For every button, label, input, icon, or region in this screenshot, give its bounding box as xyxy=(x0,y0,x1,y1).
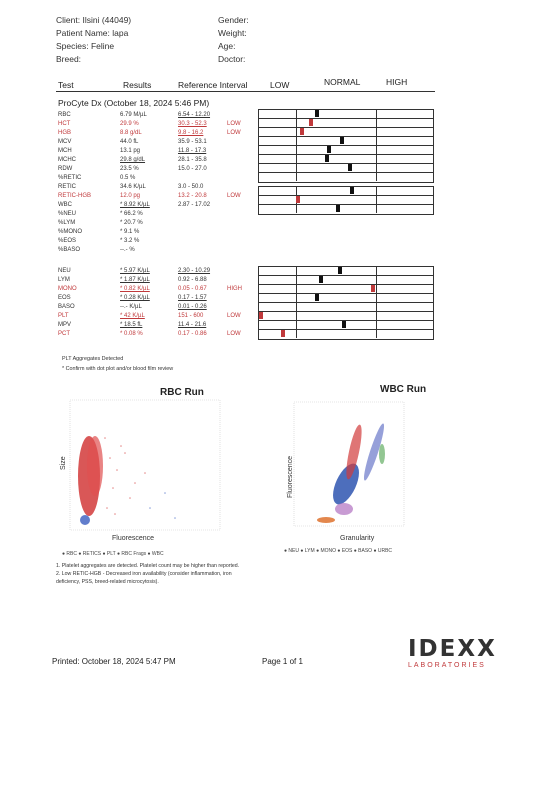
row-result: * 42 K/µL xyxy=(120,313,145,319)
row-test: BASO xyxy=(58,304,75,310)
row-ref: 0.17 - 0.86 xyxy=(178,331,207,337)
idexx-logo: IDEXX xyxy=(408,636,497,662)
rbc-x-axis-label: Fluorescence xyxy=(112,535,155,542)
graph-row-divider xyxy=(258,172,433,173)
row-flag: LOW xyxy=(227,193,241,199)
row-result: * 0.28 K/µL xyxy=(120,295,150,301)
row-test: NEU xyxy=(58,268,71,274)
col-reference-header: Reference Interval xyxy=(178,80,248,90)
wbc-x-axis-label: Granularity xyxy=(340,535,375,542)
range-graph-retic-wbc xyxy=(258,186,434,215)
row-result: * 20.7 % xyxy=(120,220,143,226)
row-test: MCH xyxy=(58,148,72,154)
row-flag: LOW xyxy=(227,331,241,337)
row-result: --.- K/µL xyxy=(120,304,142,310)
row-result: 13.1 pg xyxy=(120,148,141,154)
row-result: 8.8 g/dL xyxy=(120,130,142,136)
gender-label: Gender: xyxy=(218,15,249,25)
row-result: * 5.97 K/µL xyxy=(120,268,150,274)
mch-marker xyxy=(327,146,331,153)
col-test-header: Test xyxy=(58,80,74,90)
row-result: 23.5 % xyxy=(120,166,139,172)
row-ref: 28.1 - 35.8 xyxy=(178,157,207,163)
row-ref: 2.30 - 10.29 xyxy=(178,268,211,274)
row-test: %MONO xyxy=(58,229,82,235)
col-results-header: Results xyxy=(123,80,152,90)
plt-marker xyxy=(259,312,263,319)
row-result: * 3.2 % xyxy=(120,238,140,244)
row-test: HGB xyxy=(58,130,72,136)
species-line xyxy=(56,41,114,51)
row-test: PCT xyxy=(58,331,70,337)
row-result: * 0.08 % xyxy=(120,331,143,337)
row-test: WBC xyxy=(58,202,72,208)
hgb-marker xyxy=(300,128,304,135)
neu-marker xyxy=(338,267,342,274)
row-test: RETIC-HGB xyxy=(58,193,91,199)
rbc-marker xyxy=(315,110,319,117)
confirm-note: * Confirm with dot plot and/or blood film review xyxy=(62,366,174,372)
row-result: * 9.1 % xyxy=(120,229,140,235)
footnote-2: 2. Low RETIC-HGB - Decreased iron availability (consider inflammation, iron xyxy=(56,571,232,577)
row-ref: 35.9 - 53.1 xyxy=(178,139,207,145)
patient-label: Patient Name: xyxy=(56,28,110,38)
retic-marker xyxy=(350,187,354,194)
breed-line xyxy=(56,54,81,64)
row-result: * 0.82 K/µL xyxy=(120,286,150,292)
row-test: %LYM xyxy=(58,220,76,226)
patient-value: lapa xyxy=(112,28,129,38)
mono-marker xyxy=(371,285,375,292)
row-ref: 0.01 - 0.26 xyxy=(178,304,207,310)
row-ref: 151 - 600 xyxy=(178,313,204,319)
graph-row-divider xyxy=(258,302,433,303)
row-flag: LOW xyxy=(227,121,241,127)
graph-row-divider xyxy=(258,127,433,128)
row-result: * 18.5 fL xyxy=(120,322,143,328)
rbc-plot-title: RBC Run xyxy=(160,387,204,398)
rbc-scatter-plot xyxy=(55,398,235,558)
mcv-marker xyxy=(340,137,344,144)
row-test: %RETIC xyxy=(58,175,82,181)
graph-row-divider xyxy=(258,136,433,137)
normal-high-divider xyxy=(376,186,377,213)
page-number: Page 1 of 1 xyxy=(262,657,303,666)
row-test: MPV xyxy=(58,322,72,328)
row-result: 12.0 pg xyxy=(120,193,141,199)
client-label: Client: xyxy=(56,15,81,25)
header-rule xyxy=(56,91,435,92)
row-result: 0.5 % xyxy=(120,175,136,181)
row-ref: 0.92 - 6.88 xyxy=(178,277,207,283)
row-test: RBC xyxy=(58,112,71,118)
row-test: HCT xyxy=(58,121,71,127)
row-ref: 2.87 - 17.02 xyxy=(178,202,211,208)
retic-hgb-marker xyxy=(296,196,300,203)
graph-row-divider xyxy=(258,204,433,205)
client-value: Ilsini (44049) xyxy=(82,15,132,25)
hct-marker xyxy=(309,119,313,126)
plt-aggregates-note: PLT Aggregates Detected xyxy=(62,356,124,362)
pct-marker xyxy=(281,330,285,337)
col-low-header: LOW xyxy=(270,80,290,90)
age-label: Age: xyxy=(218,41,236,51)
col-high-header: HIGH xyxy=(386,77,408,87)
species-label: Species: xyxy=(56,41,89,51)
mpv-marker xyxy=(342,321,346,328)
wbc-y-axis-label: Fluorescence xyxy=(287,455,294,498)
printed-date: Printed: October 18, 2024 5:47 PM xyxy=(52,657,176,666)
row-result: * 66.2 % xyxy=(120,211,143,217)
row-ref: 6.54 - 12.20 xyxy=(178,112,211,118)
footnote-1: 1. Platelet aggregates are detected. Platelet count may be higher than reported. xyxy=(56,563,240,569)
row-test: %EOS xyxy=(58,238,77,244)
row-flag: LOW xyxy=(227,313,241,319)
row-test: EOS xyxy=(58,295,71,301)
row-ref: 3.0 - 50.0 xyxy=(178,184,204,190)
row-result: 29.8 g/dL xyxy=(120,157,146,163)
row-ref: 15.0 - 27.0 xyxy=(178,166,207,172)
row-ref: 30.3 - 52.3 xyxy=(178,121,207,127)
row-result: * 1.87 K/µL xyxy=(120,277,150,283)
lym-marker xyxy=(319,276,323,283)
rdw-marker xyxy=(348,164,352,171)
weight-label: Weight: xyxy=(218,28,247,38)
row-ref: 11.4 - 21.6 xyxy=(178,322,207,328)
graph-row-divider xyxy=(258,163,433,164)
row-ref: 0.17 - 1.57 xyxy=(178,295,207,301)
wbc-scatter-plot xyxy=(288,396,413,536)
graph-row-divider xyxy=(258,293,433,294)
row-result: * 8.92 K/µL xyxy=(120,202,150,208)
graph-row-divider xyxy=(258,284,433,285)
graph-row-divider xyxy=(258,118,433,119)
row-ref: 13.2 - 20.8 xyxy=(178,193,207,199)
row-flag: LOW xyxy=(227,130,241,136)
row-test: LYM xyxy=(58,277,70,283)
patient-line xyxy=(56,28,128,38)
row-test: MCV xyxy=(58,139,72,145)
row-result: 29.9 % xyxy=(120,121,139,127)
wbc-legend: ● NEU ● LYM ● MONO ● EOS ● BASO ● URBC xyxy=(284,548,393,554)
row-test: %NEU xyxy=(58,211,77,217)
graph-row-divider xyxy=(258,145,433,146)
row-test: MONO xyxy=(58,286,77,292)
row-result: 44.0 fL xyxy=(120,139,139,145)
client-line xyxy=(56,15,131,25)
eos-marker xyxy=(315,294,319,301)
breed-label: Breed: xyxy=(56,54,82,64)
row-test: MCHC xyxy=(58,157,76,163)
species-value: Feline xyxy=(90,41,115,51)
mchc-marker xyxy=(325,155,329,162)
graph-row-divider xyxy=(258,275,433,276)
graph-row-divider xyxy=(258,195,433,196)
row-ref: 0.05 - 0.67 xyxy=(178,286,207,292)
row-flag: HIGH xyxy=(227,286,242,292)
col-normal-header: NORMAL xyxy=(324,77,361,87)
rbc-legend: ● RBC ● RETICS ● PLT ● RBC Frags ● WBC xyxy=(62,551,164,557)
row-test: RDW xyxy=(58,166,73,172)
row-ref: 9.8 - 16.2 xyxy=(178,130,204,136)
doctor-label: Doctor: xyxy=(218,54,246,64)
graph-row-divider xyxy=(258,154,433,155)
graph-row-divider xyxy=(258,311,433,312)
row-test: RETIC xyxy=(58,184,76,190)
wbc-marker xyxy=(336,205,340,212)
rbc-y-axis-label: Size xyxy=(60,456,67,470)
row-result: 6.79 M/µL xyxy=(120,112,147,118)
row-test: %BASO xyxy=(58,247,81,253)
wbc-plot-title: WBC Run xyxy=(380,384,427,395)
row-ref: 11.8 - 17.3 xyxy=(178,148,207,154)
row-result: --.- % xyxy=(120,247,135,253)
footnote-3: deficiency, PSS, breed-related microcytosis). xyxy=(56,579,159,585)
idexx-laboratories-text: LABORATORIES xyxy=(408,662,486,669)
run-title: ProCyte Dx (October 18, 2024 5:46 PM) xyxy=(58,98,210,108)
row-result: 34.6 K/µL xyxy=(120,184,146,190)
row-test: PLT xyxy=(58,313,69,319)
